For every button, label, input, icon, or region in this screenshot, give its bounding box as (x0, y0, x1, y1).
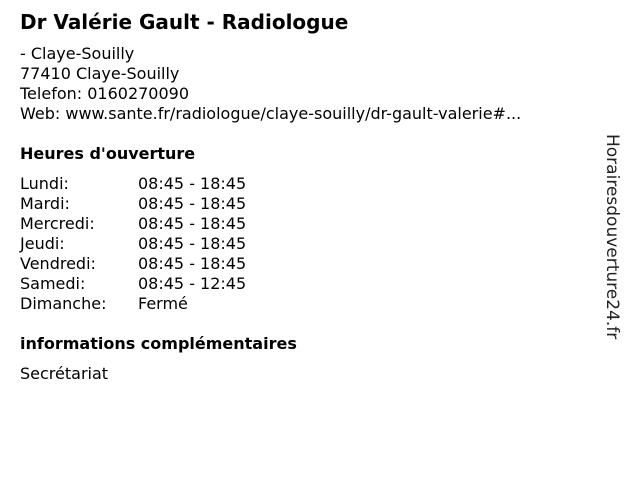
opening-hours-table (20, 174, 600, 314)
hours-time-value: 08:45 - 18:45 (138, 214, 247, 233)
page-title: Dr Valérie Gault - Radiologue (20, 10, 349, 34)
hours-row-sunday (20, 294, 600, 314)
hours-day-label: Lundi: (20, 174, 69, 193)
brand-watermark: Horairesdouverture24.fr (602, 134, 622, 340)
hours-row-saturday (20, 274, 600, 294)
opening-hours-heading: Heures d'ouverture (20, 144, 196, 163)
address-block (20, 44, 600, 124)
hours-day-label: Samedi: (20, 274, 86, 293)
address-line-street: - Claye-Souilly (20, 44, 135, 63)
website-line: Web: www.sante.fr/radiologue/claye-souilly/dr-gault-valerie#... (20, 104, 522, 123)
hours-day-label: Mercredi: (20, 214, 95, 233)
hours-time-value: 08:45 - 12:45 (138, 274, 247, 293)
hours-day-label: Dimanche: (20, 294, 107, 313)
hours-row-wednesday (20, 214, 600, 234)
hours-row-monday (20, 174, 600, 194)
phone-line: Telefon: 0160270090 (20, 84, 190, 103)
hours-day-label: Vendredi: (20, 254, 96, 273)
hours-row-tuesday (20, 194, 600, 214)
business-card (20, 8, 600, 384)
hours-time-value: 08:45 - 18:45 (138, 194, 247, 213)
hours-time-value: 08:45 - 18:45 (138, 234, 247, 253)
hours-day-label: Mardi: (20, 194, 70, 213)
address-line-city: 77410 Claye-Souilly (20, 64, 180, 83)
hours-time-value: Fermé (138, 294, 188, 313)
hours-time-value: 08:45 - 18:45 (138, 254, 247, 273)
hours-time-value: 08:45 - 18:45 (138, 174, 247, 193)
additional-info-heading: informations complémentaires (20, 334, 297, 353)
hours-row-thursday (20, 234, 600, 254)
additional-info-value: Secrétariat (20, 364, 109, 383)
hours-day-label: Jeudi: (20, 234, 65, 253)
hours-row-friday (20, 254, 600, 274)
